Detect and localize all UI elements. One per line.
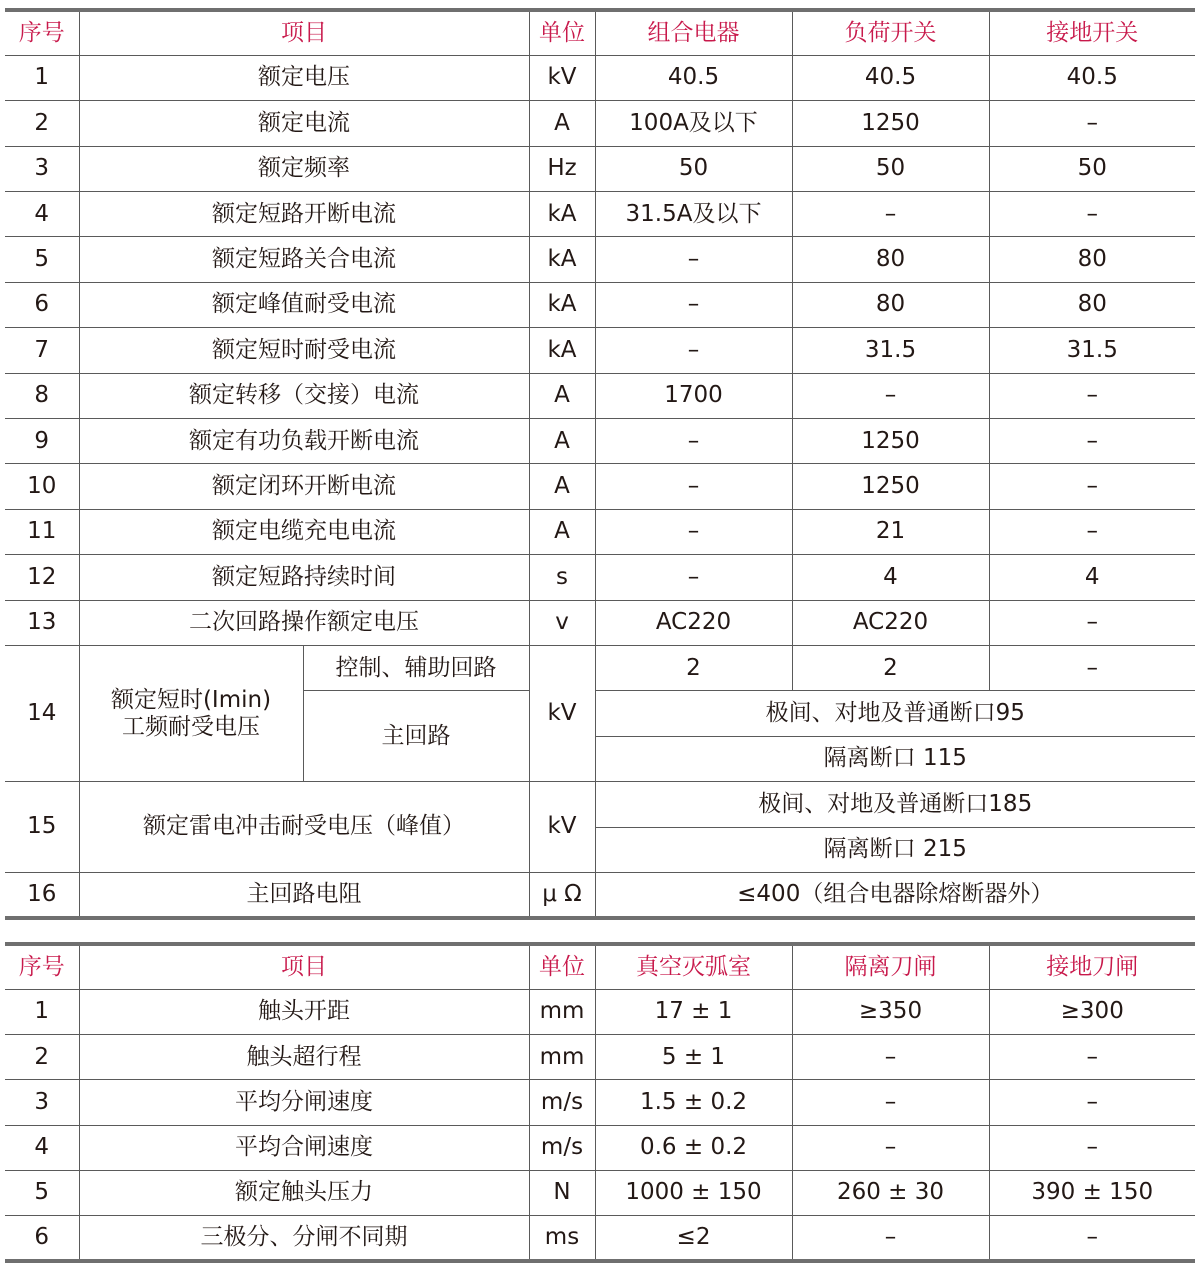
row-unit: A [529, 373, 595, 418]
row-value-combined-apparatus: – [595, 282, 792, 327]
row-item: 触头开距 [79, 989, 529, 1034]
row-value-isolating-switch: 260 ± 30 [792, 1170, 989, 1215]
row-value-earthing-knife-switch: – [989, 1125, 1195, 1170]
header-load-switch: 负荷开关 [792, 10, 989, 55]
row-unit: A [529, 419, 595, 464]
row-number: 6 [5, 1216, 79, 1261]
row-item: 二次回路操作额定电压 [79, 600, 529, 645]
row-item: 额定转移（交接）电流 [79, 373, 529, 418]
row-item: 额定雷电冲击耐受电压（峰值） [79, 782, 529, 873]
row-item: 平均合闸速度 [79, 1125, 529, 1170]
row-value-vacuum-interrupter: 5 ± 1 [595, 1035, 792, 1080]
row-value-earthing-switch: 80 [989, 237, 1195, 282]
row-value-earthing-switch: – [989, 192, 1195, 237]
row-item: 触头超行程 [79, 1035, 529, 1080]
rated-parameters-table [5, 8, 1195, 920]
row-value-combined-apparatus: – [595, 509, 792, 554]
row-number: 7 [5, 328, 79, 373]
table-row [5, 1080, 1195, 1125]
table-row [5, 282, 1195, 327]
row-unit: mm [529, 989, 595, 1034]
row-item: 额定触头压力 [79, 1170, 529, 1215]
row-value-load-switch: 50 [792, 146, 989, 191]
row-value-earthing-switch: – [989, 464, 1195, 509]
row-unit: μ Ω [529, 872, 595, 917]
row-item: 额定短路持续时间 [79, 555, 529, 600]
row-value-isolating-switch: – [792, 1125, 989, 1170]
row-unit: m/s [529, 1125, 595, 1170]
row-number: 5 [5, 237, 79, 282]
row-value-isolating-switch: – [792, 1035, 989, 1080]
sub-item-main-circuit: 主回路 [303, 691, 529, 782]
row-value-combined-apparatus: 2 [595, 645, 792, 690]
row-value-vacuum-interrupter: 0.6 ± 0.2 [595, 1125, 792, 1170]
row-item: 平均分闸速度 [79, 1080, 529, 1125]
row-item-line2: 工频耐受电压 [122, 713, 260, 740]
row-number: 10 [5, 464, 79, 509]
row-number: 4 [5, 1125, 79, 1170]
row-value-earthing-knife-switch: – [989, 1216, 1195, 1261]
row-number: 15 [5, 782, 79, 873]
table-row [5, 55, 1195, 100]
row-item: 额定频率 [79, 146, 529, 191]
row-number: 13 [5, 600, 79, 645]
row-value-earthing-knife-switch: 390 ± 150 [989, 1170, 1195, 1215]
row-value-earthing-knife-switch: ≥300 [989, 989, 1195, 1034]
row-value-earthing-knife-switch: – [989, 1080, 1195, 1125]
table-row [5, 1170, 1195, 1215]
row-value-vacuum-interrupter: ≤2 [595, 1216, 792, 1261]
row-unit: N [529, 1170, 595, 1215]
lightning-value-isolating: 隔离断口 215 [595, 827, 1195, 872]
table-row [5, 1216, 1195, 1261]
row-item: 额定闭环开断电流 [79, 464, 529, 509]
row-unit: kV [529, 782, 595, 873]
row-number: 16 [5, 872, 79, 917]
row-number: 11 [5, 509, 79, 554]
row-value-combined-apparatus: 100A及以下 [595, 101, 792, 146]
row-number: 3 [5, 146, 79, 191]
row-number: 9 [5, 419, 79, 464]
row-unit: kV [529, 645, 595, 781]
row-unit: m/s [529, 1080, 595, 1125]
row-number: 1 [5, 55, 79, 100]
row-value-load-switch: 2 [792, 645, 989, 690]
row-value-earthing-switch: 50 [989, 146, 1195, 191]
row-value-earthing-knife-switch: – [989, 1035, 1195, 1080]
row-item: 额定短路关合电流 [79, 237, 529, 282]
mechanical-parameters-table [5, 942, 1195, 1263]
row-value-isolating-switch: – [792, 1216, 989, 1261]
row-number: 1 [5, 989, 79, 1034]
row-item: 额定短时耐受电流 [79, 328, 529, 373]
header-unit: 单位 [529, 10, 595, 55]
row-unit: kA [529, 282, 595, 327]
table-row [5, 1125, 1195, 1170]
header-row [5, 10, 1195, 55]
row-number: 5 [5, 1170, 79, 1215]
table-row [5, 419, 1195, 464]
table-row [5, 146, 1195, 191]
row-unit: mm [529, 1035, 595, 1080]
row-unit: A [529, 509, 595, 554]
row-value-earthing-switch: – [989, 419, 1195, 464]
row-value-combined-apparatus: – [595, 419, 792, 464]
header-isolating-switch: 隔离刀闸 [792, 944, 989, 989]
row-value-load-switch: 31.5 [792, 328, 989, 373]
header-row [5, 944, 1195, 989]
row-number: 8 [5, 373, 79, 418]
table-row [5, 464, 1195, 509]
row-value-combined-apparatus: – [595, 328, 792, 373]
header-item: 项目 [79, 944, 529, 989]
header-earthing-switch: 接地开关 [989, 10, 1195, 55]
row-unit: Hz [529, 146, 595, 191]
row-value-load-switch: 4 [792, 555, 989, 600]
row-value-earthing-switch: – [989, 101, 1195, 146]
row-value-combined-apparatus: – [595, 464, 792, 509]
row-item: 额定短路开断电流 [79, 192, 529, 237]
row-value-load-switch: 80 [792, 282, 989, 327]
table-row-15 [5, 782, 1195, 827]
resistance-value: ≤400（组合电器除熔断器外） [595, 872, 1195, 917]
header-vacuum-interrupter: 真空灭弧室 [595, 944, 792, 989]
table-row [5, 1035, 1195, 1080]
table-row [5, 237, 1195, 282]
row-value-load-switch: AC220 [792, 600, 989, 645]
row-value-combined-apparatus: – [595, 237, 792, 282]
row-value-vacuum-interrupter: 1.5 ± 0.2 [595, 1080, 792, 1125]
table-row [5, 989, 1195, 1034]
row-value-earthing-switch: 4 [989, 555, 1195, 600]
table-row-14 [5, 645, 1195, 690]
row-unit: kA [529, 192, 595, 237]
row-unit: kA [529, 328, 595, 373]
row-value-load-switch: 1250 [792, 101, 989, 146]
row-unit: kV [529, 55, 595, 100]
row-value-vacuum-interrupter: 1000 ± 150 [595, 1170, 792, 1215]
table-row [5, 555, 1195, 600]
row-value-combined-apparatus: 31.5A及以下 [595, 192, 792, 237]
header-combined-apparatus: 组合电器 [595, 10, 792, 55]
row-unit: A [529, 464, 595, 509]
main-circuit-value-isolating: 隔离断口 115 [595, 736, 1195, 781]
row-value-combined-apparatus: 50 [595, 146, 792, 191]
row-value-earthing-switch: – [989, 373, 1195, 418]
row-value-earthing-switch: – [989, 509, 1195, 554]
row-unit: s [529, 555, 595, 600]
header-earthing-knife-switch: 接地刀闸 [989, 944, 1195, 989]
lightning-value-normal: 极间、对地及普通断口185 [595, 782, 1195, 827]
header-unit: 单位 [529, 944, 595, 989]
row-value-earthing-switch: 80 [989, 282, 1195, 327]
header-item: 项目 [79, 10, 529, 55]
header-no: 序号 [5, 10, 79, 55]
table-row-16 [5, 872, 1195, 917]
row-value-combined-apparatus: 40.5 [595, 55, 792, 100]
row-unit: A [529, 101, 595, 146]
row-number: 6 [5, 282, 79, 327]
table-row [5, 101, 1195, 146]
row-unit: v [529, 600, 595, 645]
table-row [5, 192, 1195, 237]
row-number: 4 [5, 192, 79, 237]
row-value-load-switch: – [792, 373, 989, 418]
row-value-isolating-switch: – [792, 1080, 989, 1125]
row-item: 额定峰值耐受电流 [79, 282, 529, 327]
row-value-load-switch: 1250 [792, 464, 989, 509]
row-number: 14 [5, 645, 79, 781]
row-item: 额定有功负载开断电流 [79, 419, 529, 464]
row-number: 3 [5, 1080, 79, 1125]
table-row [5, 509, 1195, 554]
row-value-earthing-switch: – [989, 645, 1195, 690]
row-value-combined-apparatus: – [595, 555, 792, 600]
row-item: 三极分、分闸不同期 [79, 1216, 529, 1261]
row-value-combined-apparatus: 1700 [595, 373, 792, 418]
sub-item-control-auxiliary: 控制、辅助回路 [303, 645, 529, 690]
row-number: 2 [5, 1035, 79, 1080]
row-item: 额定电流 [79, 101, 529, 146]
table-row [5, 373, 1195, 418]
row-value-vacuum-interrupter: 17 ± 1 [595, 989, 792, 1034]
row-value-load-switch: 80 [792, 237, 989, 282]
table-row [5, 600, 1195, 645]
row-value-earthing-switch: – [989, 600, 1195, 645]
row-value-isolating-switch: ≥350 [792, 989, 989, 1034]
header-no: 序号 [5, 944, 79, 989]
row-item: 额定电缆充电电流 [79, 509, 529, 554]
row-item-line1: 额定短时(Imin) [110, 687, 272, 714]
row-value-load-switch: – [792, 192, 989, 237]
row-unit: ms [529, 1216, 595, 1261]
row-value-load-switch: 40.5 [792, 55, 989, 100]
row-item [79, 645, 303, 781]
row-value-load-switch: 21 [792, 509, 989, 554]
row-item: 额定电压 [79, 55, 529, 100]
row-unit: kA [529, 237, 595, 282]
row-value-load-switch: 1250 [792, 419, 989, 464]
row-value-earthing-switch: 31.5 [989, 328, 1195, 373]
row-value-earthing-switch: 40.5 [989, 55, 1195, 100]
table-row [5, 328, 1195, 373]
main-circuit-value-normal: 极间、对地及普通断口95 [595, 691, 1195, 736]
row-value-combined-apparatus: AC220 [595, 600, 792, 645]
row-number: 12 [5, 555, 79, 600]
row-number: 2 [5, 101, 79, 146]
row-item: 主回路电阻 [79, 872, 529, 917]
